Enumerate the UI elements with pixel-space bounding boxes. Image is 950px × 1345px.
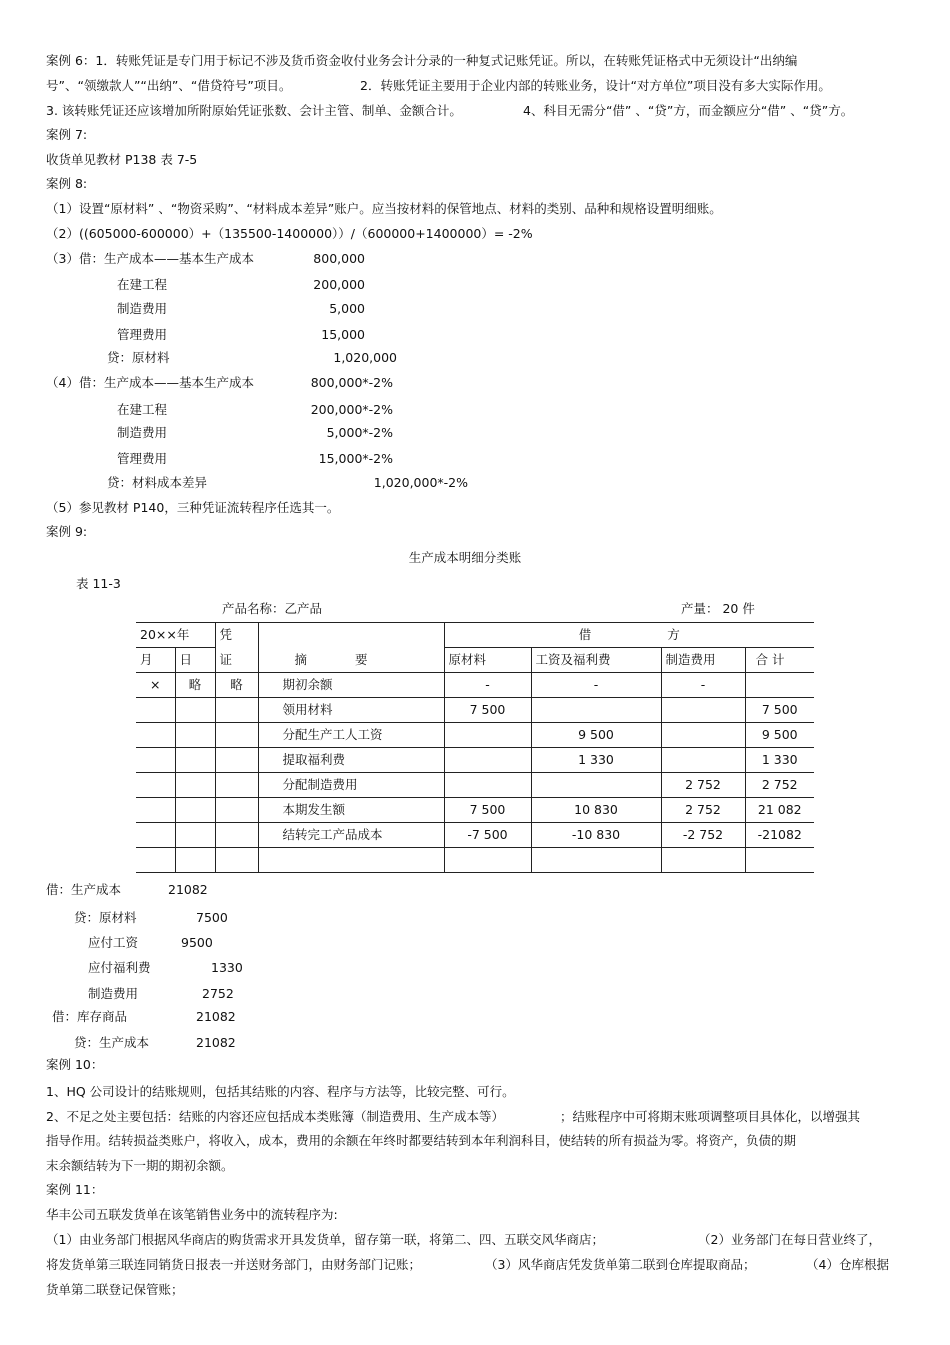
- case6-line3a: 3. 该转账凭证还应该增加所附原始凭证张数、会计主管、制单、金额合计。: [46, 103, 462, 118]
- table-row: [136, 773, 814, 798]
- case8-title: 案例 8:: [46, 176, 88, 191]
- entry-label: 贷：原材料: [74, 910, 137, 925]
- row-day: [175, 748, 215, 773]
- output-quantity: 产量： 20 件: [681, 601, 755, 616]
- row-day: [175, 848, 215, 873]
- row-wage: -10 830: [531, 823, 661, 848]
- header-raw: 原材料: [444, 648, 531, 673]
- case8-p4-item-name: 在建工程: [117, 402, 168, 417]
- header-mfg: 制造费用: [661, 648, 745, 673]
- table-row: [136, 848, 814, 873]
- row-total: 21 082: [745, 798, 814, 823]
- row-raw: -: [444, 673, 531, 698]
- row-raw: [444, 748, 531, 773]
- row-total: 1 330: [745, 748, 814, 773]
- case8-p4-credit-label: 贷：材料成本差异: [107, 475, 208, 490]
- entry-label: 借：生产成本: [46, 882, 122, 897]
- row-wage: [531, 698, 661, 723]
- row-total: -21082: [745, 823, 814, 848]
- case8-p3-item-amount: 200,000: [313, 277, 365, 292]
- case8-p3-item-amount: 15,000: [321, 327, 365, 342]
- case8-p3-item-name: 在建工程: [117, 277, 168, 292]
- row-month: [136, 773, 175, 798]
- case11-l1a: （1）由业务部门根据风华商店的购货需求开具发货单，留存第一联，将第二、四、五联交风华商店；: [46, 1232, 604, 1247]
- case10-title: 案例 10：: [46, 1057, 104, 1072]
- row-month: [136, 698, 175, 723]
- case6-line1: 案例 6：1．转账凭证是专门用于标记不涉及货币资金收付业务会计分录的一种复式记账凭证。所以，在转账凭证格式中无须设计“出纳编: [46, 53, 798, 68]
- row-wage: 1 330: [531, 748, 661, 773]
- row-month: ×: [136, 673, 175, 698]
- row-mfg: [661, 848, 745, 873]
- table-row: [136, 798, 814, 823]
- header-summary-top: [258, 623, 444, 648]
- entry-label: 制造费用: [88, 986, 139, 1001]
- row-summary: [258, 848, 444, 873]
- row-raw: [444, 848, 531, 873]
- case10-p2a: 2、不足之处主要包括：结账的内容还应包括成本类账簿（制造费用、生产成本等）: [46, 1109, 504, 1124]
- row-total: 9 500: [745, 723, 814, 748]
- table-header-row: [136, 623, 814, 648]
- entry-label: 借：库存商品: [52, 1009, 128, 1024]
- case8-p4-item-name: 管理费用: [117, 451, 168, 466]
- row-mfg: -2 752: [661, 823, 745, 848]
- row-summary: 结转完工产品成本: [258, 823, 444, 848]
- row-day: 略: [175, 673, 215, 698]
- row-raw: 7 500: [444, 798, 531, 823]
- case7-title: 案例 7:: [46, 127, 88, 142]
- entry-amount: 1330: [211, 960, 243, 975]
- case8-p4-debit-amount: 800,000*-2%: [310, 375, 393, 390]
- row-summary: 分配制造费用: [258, 773, 444, 798]
- row-total: 7 500: [745, 698, 814, 723]
- case8-p2: （2）((605000-600000）+（135500-1400000））/（600000+1400000）= -2%: [46, 226, 533, 241]
- entry-amount: 21082: [196, 1035, 236, 1050]
- case11-l2a: 将发货单第三联连同销货日报表一并送财务部门，由财务部门记账；: [46, 1257, 422, 1272]
- table-number: 表 11-3: [76, 576, 121, 591]
- table-row: [136, 823, 814, 848]
- case10-p2d: 末余额结转为下一期的期初余额。: [46, 1158, 234, 1173]
- row-wage: [531, 848, 661, 873]
- row-voucher: [215, 798, 258, 823]
- row-wage: 10 830: [531, 798, 661, 823]
- case8-p4-item-amount: 200,000*-2%: [310, 402, 393, 417]
- row-month: [136, 798, 175, 823]
- row-raw: [444, 773, 531, 798]
- entry-amount: 9500: [181, 935, 213, 950]
- case8-p1: （1）设置“原材料” 、“物资采购”、“材料成本差异”账户。应当按材料的保管地点、材料的类别、品种和规格设置明细账。: [46, 201, 722, 216]
- table-row: [136, 698, 814, 723]
- case11-intro: 华丰公司五联发货单在该笔销售业务中的流转程序为:: [46, 1207, 338, 1222]
- row-mfg: [661, 748, 745, 773]
- case8-p4-credit-amount: 1,020,000*-2%: [373, 475, 468, 490]
- ledger-title: 生产成本明细分类账: [408, 550, 522, 565]
- row-summary: 期初余额: [258, 673, 444, 698]
- header-debit-b: 方: [667, 627, 680, 642]
- product-name: 产品名称：乙产品: [222, 601, 323, 616]
- entry-amount: 7500: [196, 910, 228, 925]
- case11-l2b: （3）风华商店凭发货单第二联到仓库提取商品；: [485, 1257, 756, 1272]
- case11-title: 案例 11：: [46, 1182, 104, 1197]
- row-mfg: 2 752: [661, 773, 745, 798]
- row-wage: 9 500: [531, 723, 661, 748]
- ledger-table: [136, 622, 814, 873]
- row-day: [175, 773, 215, 798]
- row-voucher: [215, 823, 258, 848]
- header-month: 月: [136, 648, 175, 673]
- row-month: [136, 848, 175, 873]
- table-row: [136, 723, 814, 748]
- row-voucher: [215, 698, 258, 723]
- header-debit: [444, 623, 814, 648]
- case8-p4-item-amount: 15,000*-2%: [318, 451, 393, 466]
- table-row: [136, 673, 814, 698]
- case11-l2c: （4）仓库根据: [806, 1257, 889, 1272]
- row-month: [136, 748, 175, 773]
- entry-amount: 21082: [168, 882, 208, 897]
- case8-p3-credit-amount: 1,020,000: [333, 350, 397, 365]
- header-voucher: 凭: [215, 623, 258, 648]
- table-header-row: [136, 648, 814, 673]
- row-summary: 分配生产工人工资: [258, 723, 444, 748]
- header-summary: [258, 648, 444, 673]
- case10-p2c: 指导作用。结转损益类账户，将收入，成本，费用的余额在年终时都要结转到本年利润科目，使结转的所有损益为零。将资产，负债的期: [46, 1133, 797, 1148]
- row-mfg: 2 752: [661, 798, 745, 823]
- header-day: 日: [175, 648, 215, 673]
- header-voucher-b: 证: [215, 648, 258, 673]
- row-summary: 本期发生额: [258, 798, 444, 823]
- case6-line2a: 号”、“领缴款人”“出纳”、“借贷符号”项目。: [46, 78, 292, 93]
- case10-p1: 1、HQ 公司设计的结账规则，包括其结账的内容、程序与方法等，比较完整、可行。: [46, 1084, 515, 1099]
- row-voucher: [215, 723, 258, 748]
- entry-label: 应付福利费: [88, 960, 151, 975]
- case6-line2b: 2．转账凭证主要用于企业内部的转账业务，设计“对方单位”项目没有多大实际作用。: [360, 78, 831, 93]
- entry-amount: 21082: [196, 1009, 236, 1024]
- row-raw: -7 500: [444, 823, 531, 848]
- case8-p3-credit-label: 贷：原材料: [107, 350, 170, 365]
- header-wage: 工资及福利费: [531, 648, 661, 673]
- row-summary: 提取福利费: [258, 748, 444, 773]
- case8-p4-debit-label: （4）借：生产成本——基本生产成本: [46, 375, 254, 390]
- row-day: [175, 698, 215, 723]
- row-voucher: [215, 748, 258, 773]
- case8-p3-item-name: 制造费用: [117, 301, 168, 316]
- row-total: 2 752: [745, 773, 814, 798]
- case8-p3-debit-label: （3）借：生产成本——基本生产成本: [46, 251, 254, 266]
- case8-p3-item-amount: 5,000: [329, 301, 365, 316]
- header-summary-a: 摘: [294, 651, 308, 667]
- row-month: [136, 723, 175, 748]
- case11-l1b: （2）业务部门在每日营业终了，: [698, 1232, 881, 1247]
- case9-title: 案例 9:: [46, 524, 88, 539]
- row-voucher: [215, 773, 258, 798]
- case8-p4-item-amount: 5,000*-2%: [326, 425, 393, 440]
- case8-p3-item-name: 管理费用: [117, 327, 168, 342]
- row-total: [745, 673, 814, 698]
- row-day: [175, 823, 215, 848]
- row-mfg: [661, 698, 745, 723]
- row-wage: -: [531, 673, 661, 698]
- row-month: [136, 823, 175, 848]
- row-day: [175, 723, 215, 748]
- case8-p4-item-name: 制造费用: [117, 425, 168, 440]
- case11-l3: 货单第二联登记保管账；: [46, 1282, 184, 1297]
- header-summary-b: 要: [355, 651, 368, 667]
- row-raw: [444, 723, 531, 748]
- header-total: 合 计: [745, 648, 814, 673]
- case10-p2b: ；结账程序中可将期末账项调整项目具体化，以增强其: [560, 1109, 861, 1124]
- entry-label: 应付工资: [88, 935, 139, 950]
- row-day: [175, 798, 215, 823]
- header-year: 20××年: [136, 623, 215, 648]
- row-wage: [531, 773, 661, 798]
- row-voucher: [215, 848, 258, 873]
- row-total: [745, 848, 814, 873]
- case8-p5: （5）参见教材 P140，三种凭证流转程序任选其一。: [46, 500, 340, 515]
- table-row: [136, 748, 814, 773]
- row-raw: 7 500: [444, 698, 531, 723]
- case7-line1: 收货单见教材 P138 表 7-5: [46, 152, 198, 167]
- case8-p3-debit-amount: 800,000: [313, 251, 365, 266]
- row-summary: 领用材料: [258, 698, 444, 723]
- entry-label: 贷：生产成本: [74, 1035, 150, 1050]
- entry-amount: 2752: [202, 986, 234, 1001]
- row-mfg: [661, 723, 745, 748]
- row-voucher: 略: [215, 673, 258, 698]
- header-debit-a: 借: [578, 627, 592, 642]
- case6-line3b: 4、科目无需分“借” 、“贷”方，而金额应分“借” 、“贷”方。: [523, 103, 854, 118]
- row-mfg: -: [661, 673, 745, 698]
